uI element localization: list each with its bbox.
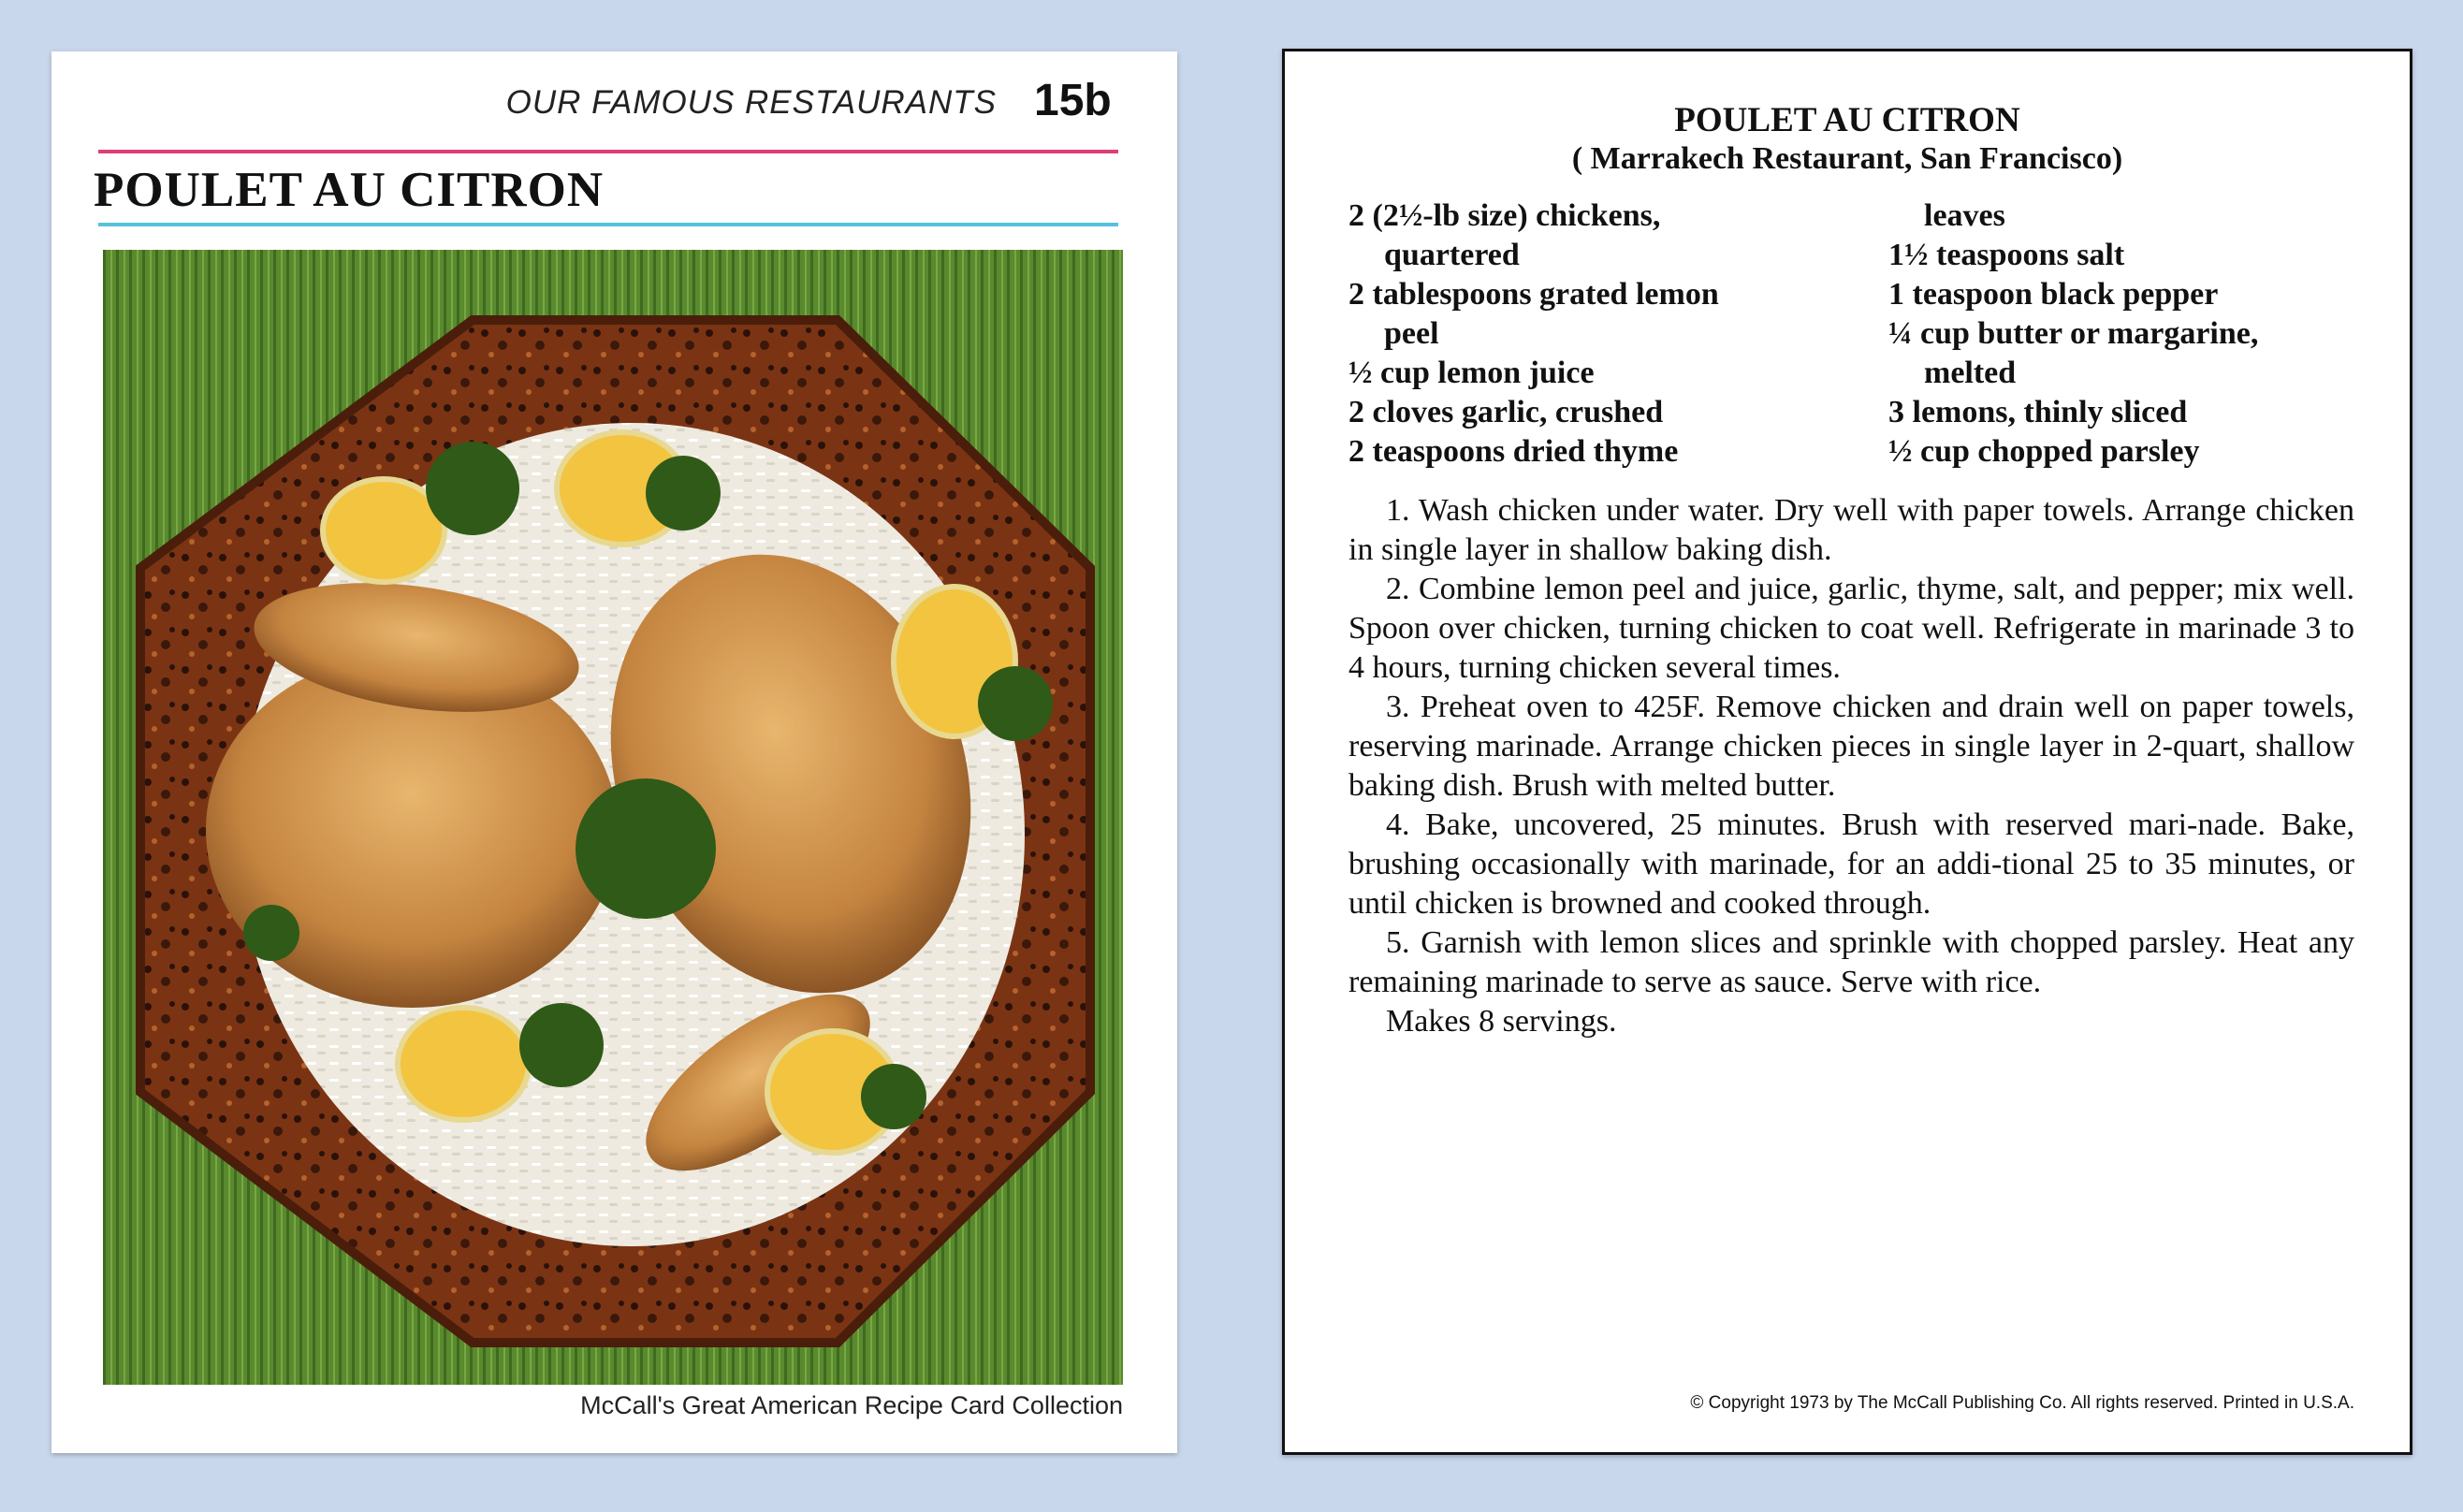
recipe-step: 5. Garnish with lemon slices and sprinkle with chopped parsley. Heat any remaining marinade to serve as sauce. Serve with rice. — [1348, 925, 2354, 999]
pink-rule — [98, 150, 1118, 153]
recipe-step: 1. Wash chicken under water. Dry well with paper towels. Arrange chicken in single layer in shallow baking dish. — [1348, 493, 2354, 567]
servings-note: Makes 8 servings. — [1386, 1004, 1617, 1039]
ingredient-line: leaves — [1924, 198, 2005, 233]
ingredient-line: 3 lemons, thinly sliced — [1888, 395, 2188, 429]
ingredients-column-left — [1348, 196, 1835, 472]
ingredient-line: 1½ teaspoons salt — [1888, 238, 2125, 272]
front-title: POULET AU CITRON — [94, 163, 605, 217]
collection-credit: McCall's Great American Recipe Card Collection — [580, 1391, 1123, 1419]
copyright-notice: © Copyright 1973 by The McCall Publishing Co. All rights reserved. Printed in U.S.A. — [1690, 1393, 2354, 1413]
ingredient-line: 2 teaspoons dried thyme — [1348, 434, 1679, 469]
recipe-step: 4. Bake, uncovered, 25 minutes. Brush with reserved mari-nade. Bake, brushing occasionally with marinade, for an addi-tional 25 to 35 minutes, or until chicken is browned and cooked through. — [1348, 807, 2354, 921]
ingredient-line: peel — [1384, 316, 1439, 351]
recipe-card-front — [51, 51, 1177, 1453]
recipe-step: 2. Combine lemon peel and juice, garlic, thyme, salt, and pepper; mix well. Spoon over chicken, turning chicken to coat well. Refrigerate in marinade 3 to 4 hours, turning chicken several times. — [1348, 572, 2354, 685]
ingredient-line: 1 teaspoon black pepper — [1888, 277, 2219, 312]
ingredients-column-right — [1888, 196, 2375, 472]
recipe-step: 3. Preheat oven to 425F. Remove chicken and drain well on paper towels, reserving marinade. Arrange chicken pieces in single layer in 2-quart, shallow baking dish. Brush with melted butter. — [1348, 690, 2354, 803]
ingredient-line: 2 (2½-lb size) chickens, — [1348, 198, 1661, 233]
series-label: OUR FAMOUS RESTAURANTS — [505, 84, 997, 121]
ingredient-line: quartered — [1384, 238, 1520, 272]
ingredient-line: ¼ cup butter or margarine, — [1888, 316, 2259, 351]
dish-photo — [103, 250, 1123, 1385]
ingredient-line: 2 tablespoons grated lemon — [1348, 277, 1719, 312]
recipe-steps — [1348, 491, 2354, 1041]
recipe-card-back — [1282, 49, 2412, 1455]
ingredient-line: 2 cloves garlic, crushed — [1348, 395, 1664, 429]
ingredient-line: ½ cup lemon juice — [1348, 356, 1595, 390]
blue-rule — [98, 223, 1118, 226]
recipe-title: POULET AU CITRON — [1674, 101, 2020, 139]
card-number: 15b — [1034, 76, 1112, 125]
ingredient-line: melted — [1924, 356, 2017, 390]
ingredient-line: ½ cup chopped parsley — [1888, 434, 2200, 469]
restaurant-subtitle: ( Marrakech Restaurant, San Francisco) — [1571, 141, 2123, 176]
